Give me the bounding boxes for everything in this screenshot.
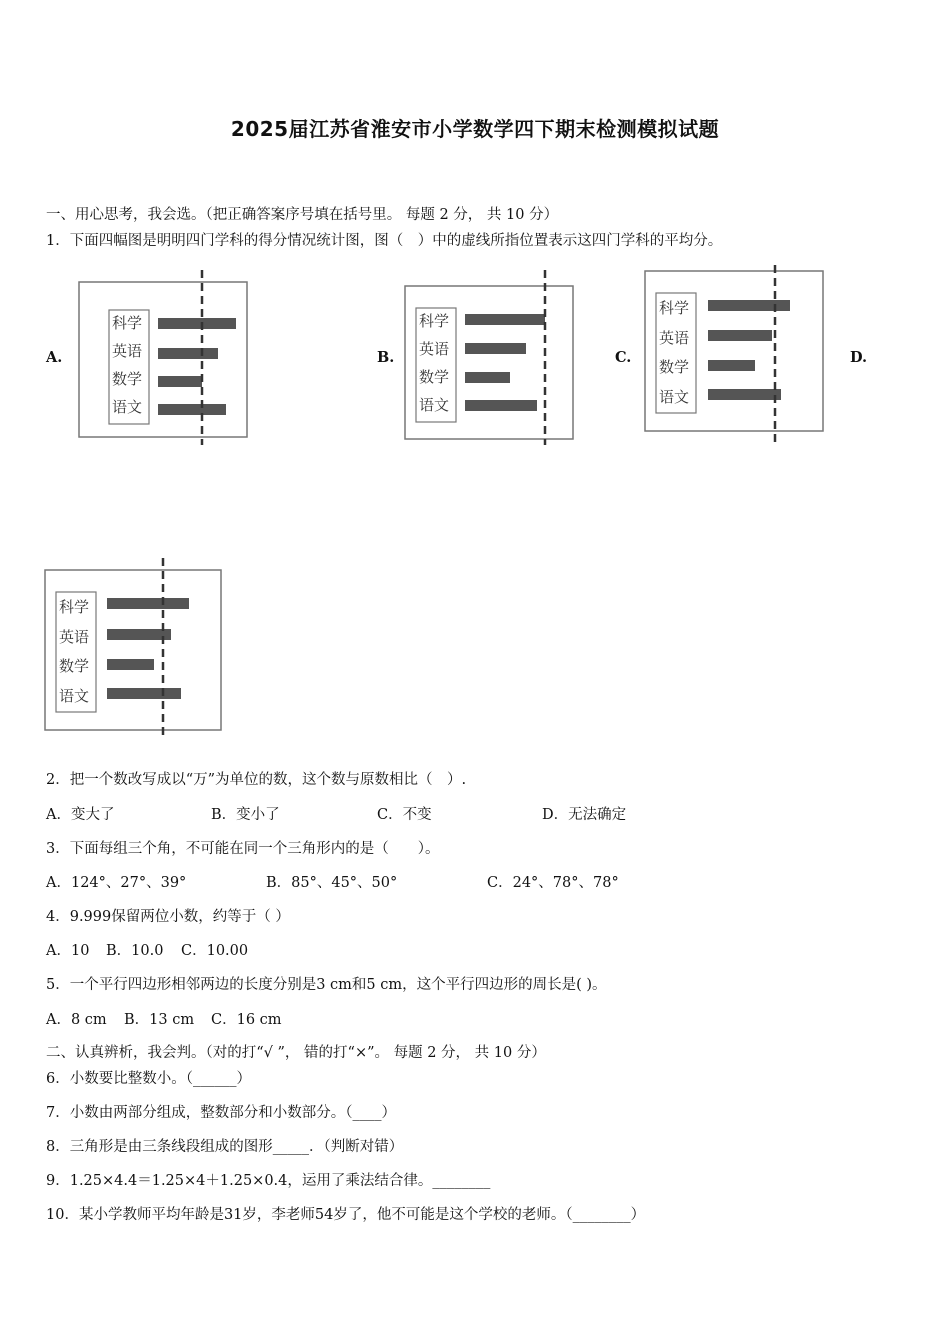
chart-d-label-english: 英语 <box>59 628 90 646</box>
q5-option-c: C．16 cm <box>211 1012 282 1028</box>
q2-option-b: B．变小了 <box>211 807 280 823</box>
chart-b-label-english: 英语 <box>419 340 450 358</box>
chart-c-bar-english <box>708 330 772 341</box>
question-4: 4．9.999保留两位小数，约等于（ ） <box>46 909 290 925</box>
chart-d-bar-english <box>107 629 171 640</box>
question-3: 3．下面每组三个角，不可能在同一个三角形内的是（ ）。 <box>46 841 440 857</box>
chart-b-svg <box>403 270 578 445</box>
option-c-label: C. <box>615 349 632 366</box>
option-d-label: D. <box>850 349 868 366</box>
chart-d-label-math: 数学 <box>59 657 90 675</box>
chart-c-bar-math <box>708 360 755 371</box>
chart-b-bar-chinese <box>465 400 537 411</box>
chart-d-svg <box>43 558 228 740</box>
chart-b-bar-english <box>465 343 526 354</box>
question-2: 2．把一个数改写成以“万”为单位的数，这个数与原数相比（ ）. <box>46 772 467 788</box>
q5-option-a: A．8 cm <box>46 1012 107 1028</box>
chart-b-label-math: 数学 <box>419 368 450 386</box>
question-5: 5．一个平行四边形相邻两边的长度分别是3 cm和5 cm，这个平行四边形的周长是( )。 <box>46 977 607 993</box>
q2-option-c: C．不变 <box>377 807 432 823</box>
chart-d-bar-science <box>107 598 189 609</box>
chart-d-bar-chinese <box>107 688 181 699</box>
chart-c-bar-chinese <box>708 389 781 400</box>
q3-option-b: B．85°、45°、50° <box>266 875 398 891</box>
chart-a <box>78 270 253 445</box>
q4-option-c: C．10.00 <box>181 943 249 959</box>
question-1: 1．下面四幅图是明明四门学科的得分情况统计图，图（ ）中的虚线所指位置表示这四门学科的平均分。 <box>46 233 723 249</box>
question-9: 9．1.25×4.4＝1.25×4＋1.25×0.4，运用了乘法结合律。________ <box>46 1173 491 1189</box>
chart-c-frame <box>645 271 823 431</box>
chart-a-label-english: 英语 <box>112 342 143 360</box>
chart-d-bar-math <box>107 659 154 670</box>
question-10: 10．某小学教师平均年龄是31岁，李老师54岁了，他不可能是这个学校的老师。（________） <box>46 1207 646 1223</box>
chart-d-label-chinese: 语文 <box>59 687 90 705</box>
q4-option-b: B．10.0 <box>106 943 164 959</box>
chart-b-bar-math <box>465 372 510 383</box>
chart-b <box>403 270 578 445</box>
chart-a-bar-english <box>158 348 218 359</box>
chart-c-label-chinese: 语文 <box>659 388 690 406</box>
section-2-heading: 二、认真辨析，我会判。（对的打“√ ”， 错的打“×”。 每题 2 分， 共 10 分） <box>46 1045 546 1061</box>
question-6: 6．小数要比整数小。（______） <box>46 1071 251 1087</box>
q5-option-b: B．13 cm <box>124 1012 195 1028</box>
chart-a-label-math: 数学 <box>112 370 143 388</box>
chart-c-label-math: 数学 <box>659 358 690 376</box>
chart-a-svg <box>78 270 253 445</box>
chart-a-label-science: 科学 <box>112 314 143 332</box>
chart-a-bar-math <box>158 376 202 387</box>
page-title: 2025届江苏省淮安市小学数学四下期末检测模拟试题 <box>230 117 720 141</box>
chart-d <box>43 558 228 740</box>
option-a-label: A. <box>46 349 63 366</box>
chart-b-frame <box>405 286 573 439</box>
chart-c-label-english: 英语 <box>659 329 690 347</box>
q2-option-d: D．无法确定 <box>542 807 627 823</box>
option-b-label: B. <box>377 349 395 366</box>
chart-a-bar-science <box>158 318 236 329</box>
chart-a-bar-chinese <box>158 404 226 415</box>
chart-c-svg <box>643 265 828 447</box>
chart-c-bar-science <box>708 300 790 311</box>
chart-a-label-chinese: 语文 <box>112 398 143 416</box>
q4-option-a: A．10 <box>46 943 90 959</box>
chart-b-label-science: 科学 <box>419 312 450 330</box>
chart-d-label-science: 科学 <box>59 598 90 616</box>
q3-option-a: A．124°、27°、39° <box>46 875 187 891</box>
chart-d-frame <box>45 570 221 730</box>
chart-c <box>643 265 828 447</box>
chart-b-label-chinese: 语文 <box>419 396 450 414</box>
chart-c-label-science: 科学 <box>659 299 690 317</box>
section-1-heading: 一、用心思考，我会选。（把正确答案序号填在括号里。 每题 2 分， 共 10 分） <box>46 207 559 223</box>
chart-b-bar-science <box>465 314 545 325</box>
question-8: 8．三角形是由三条线段组成的图形_____．（判断对错） <box>46 1139 404 1155</box>
q3-option-c: C．24°、78°、78° <box>487 875 619 891</box>
q2-option-a: A．变大了 <box>46 807 115 823</box>
question-7: 7．小数由两部分组成，整数部分和小数部分。（____） <box>46 1105 396 1121</box>
